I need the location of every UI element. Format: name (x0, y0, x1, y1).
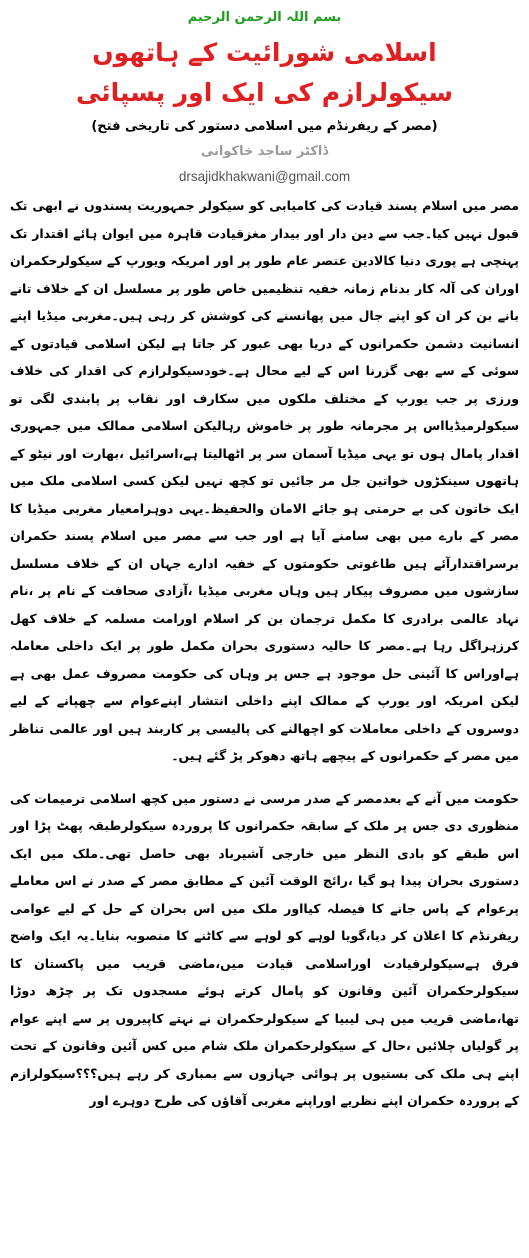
article-subtitle: (مصر کے ریفرنڈم میں اسلامی دستور کی تاریخی فتح) (91, 119, 438, 134)
author-name: ڈاکٹر ساجد خاکوانی (200, 144, 329, 159)
article-body (10, 192, 519, 1115)
article-title-line-2: سیکولرازم کی ایک اور پسپائی (75, 78, 454, 107)
bismillah-heading: بسم اللہ الرحمن الرحیم (187, 10, 342, 25)
author-email: drsajidkhakwani@gmail.com (178, 169, 351, 184)
article-paragraph-2: حکومت میں آنے کے بعدمصر کے صدر مرسی نے دستور میں کچھ اسلامی ترمیمات کی منظوری دی جس پر ملک کے سابقہ حکمرانوں کا پروردہ سیکولرطبقہ پھٹ پڑا اور اس طبقے کو بادی النظر میں خارجی آشیرباد بھی حاصل تھی۔ملک میں ایک دستوری بحران پیدا ہو گیا ،رائج الوقت آئین کے مطابق مصر کے صدر نے اس معاملے پرعوام کے پاس جانے کا فیصلہ کیااور ملک میں اس بحران کے حل کے لیے عوامی ریفرنڈم کا اعلان کر دیا،گویا لوہے کو لوہے سے کاٹنے کا منصوبہ بنایا۔یہ ایک واضح فرق ہےسیکولرقیادت اوراسلامی قیادت میں،ماضی قریب میں پاکستان کا سیکولرحکمران آئین وقانون کو پامال کرتے ہوئے مسجدوں تک پر چڑھ دوڑا تھا،ماضی قریب میں ہی لیبیا کے سیکولرحکمران نے نہتے کاپیروں پر سے اپنے عوام پر گولیاں چلائیں ،حال کے سیکولرحکمران ملک شام میں کس آئین وقانون کے تحت اپنے ہی ملک کی بستیوں پر ہوائی جہازوں سے بمباری کر رہے ہیں؟؟؟سیکولرازم کے پروردہ حکمران اپنے نظریے اوراپنے مغربی آقاؤں کی طرح دوہرے اور (10, 790, 519, 1108)
article-paragraph-1: مصر میں اسلام پسند قیادت کی کامیابی کو سیکولر جمہوریت پسندوں نے ابھی تک قبول نہیں کیا۔جب سے دین دار اور بیدار مغزقیادت قاہرہ میں ایوان ہائے اقتدار تک پہنچی ہے پوری دنیا کالادین عنصر عام طور پر اور امریکہ ویورپ کے سیکولرحکمران اوران کی آلہ کار بدنام زمانہ خفیہ تنظیمیں خاص طور پر مسلسل ان کے خلاف تانے بانے بن کر ان کو اپنے جال میں پھانسنے کی کوشش کر رہی ہیں۔مغربی میڈیا اپنے انسانیت دشمن حکمرانوں کے دریا بھی عبور کر جاتا ہے لیکن اسلامی قیادتوں کے سوئی کے سے بھی گزرنا اس کے لیے محال ہے۔خودسیکولرازم کی اقدار کی خلاف ورزی پر جب یورپ کے مختلف ملکوں میں سکارف اور نقاب پر پابندی لگی تو سیکولرمیڈیااس پر مجرمانہ طور پر خاموش رہالیکن اسلامی ممالک میں جمہوری اقدار پامال ہوں تو یہی میڈیا آسمان سر پر اٹھالیتا ہے،اسرائیل ،بھارت اور نیٹو کے ہاتھوں سینکڑوں خواتین جل مر جائیں تو کچھ نہیں لیکن کسی اسلامی ملک میں ایک خاتون کی بے حرمتی ہو جائے الامان والحفیظ۔یہی دوہرامعیار مغربی میڈیا کا مصر کے بارے میں بھی سامنے آیا ہے اور جب سے مصر میں اسلام پسند حکمران برسراقتدارآئے ہیں طاغوتی حکومتوں کے خفیہ ادارے جہاں ان کے خلاف مسلسل سازشوں میں مصروف پیکار ہیں وہاں مغربی میڈیا ،آزادی صحافت کے نام پر ،نام نہاد عالمی برادری کا مکمل ترجمان بن کر اسلام اورامت مسلمہ کے خلاف کھل کرزہراگل رہا ہے۔مصر کا حالیہ دستوری بحران مکمل طور پر ایک داخلی معاملہ ہےاوراس کا آئینی حل موجود ہے جس پر وہاں کی حکومت مصروف عمل بھی ہے لیکن امریکہ اور یورپ کے ممالک اپنے داخلی انتشار اپنےعوام سے چھپانے کے لیے دوسروں کے داخلی معاملات کو اچھالنے کی پالیسی پر کاربند ہیں اور عالمی تناظر میں مصر کے حکمرانوں کے پیچھے ہاتھ دھوکر پڑ گئے ہیں۔ (10, 198, 519, 763)
article-title-line-1: اسلامی شورائیت کے ہاتھوں (92, 38, 437, 67)
